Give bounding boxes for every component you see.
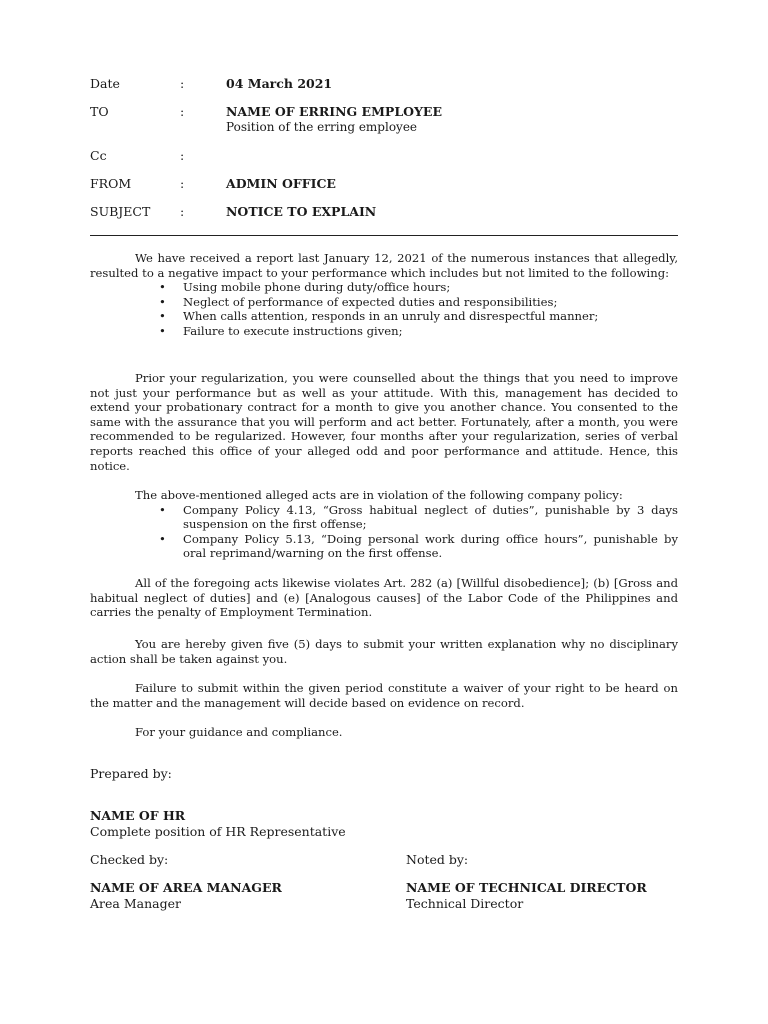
bullet-icon: • (159, 323, 166, 338)
list-item-text: Using mobile phone during duty/office hours; (183, 280, 451, 295)
list-item-text: Neglect of performance of expected duties and responsibilities; (183, 294, 558, 309)
list-item-text: Company Policy 4.13, “Gross habitual neglect of duties”, punishable by 3 days suspension on the first offense; (183, 502, 678, 532)
paragraph-waiver: Failure to submit within the given period constitute a waiver of your right to be heard on the matter and the management will decide based on evidence on record. (90, 681, 678, 710)
area-manager-position: Area Manager (90, 896, 181, 911)
area-manager-signature-block (90, 880, 282, 912)
body-section-2 (90, 371, 678, 473)
policy-list (90, 503, 678, 561)
checked-by-label: Checked by: (90, 852, 169, 867)
hr-signature-block (90, 808, 346, 840)
list-item (90, 324, 678, 339)
paragraph-deadline: You are hereby given five (5) days to submit your written explanation why no disciplinary action shall be taken against you. (90, 637, 678, 666)
paragraph-closing: For your guidance and compliance. (135, 725, 343, 739)
body-section-3 (90, 488, 678, 561)
bullet-icon: • (159, 309, 166, 324)
date-label: Date (90, 76, 120, 91)
list-item (90, 309, 678, 324)
paragraph-regularization: Prior your regularization, you were counselled about the things that you need to improve not just your performance but as well as your attitude. With this, management has decided to extend your probationary contract for a month to give you another chance. You consented to the same with the assurance that you will perform and act better. Fortunately, after a month, you were recommended to be regularized. However, four months after your regularization, series of verbal reports reached this office of your alleged odd and poor performance and attitude. Hence, this notice. (90, 371, 678, 473)
prepared-by-label: Prepared by: (90, 766, 172, 781)
list-item (90, 295, 678, 310)
body-section-6 (90, 681, 678, 710)
from-label: FROM (90, 176, 132, 191)
to-label: TO (90, 104, 109, 119)
to-colon: : (180, 104, 185, 119)
list-item (90, 532, 678, 561)
technical-director-name: NAME OF TECHNICAL DIRECTOR (406, 880, 647, 895)
from-colon: : (180, 176, 185, 191)
noted-by-label: Noted by: (406, 852, 469, 867)
paragraph-labor-code: All of the foregoing acts likewise violates Art. 282 (a) [Willful disobedience]; (b) [Gross and habitual neglect of duties] and (e) [Analogous causes] of the Labor Code of the Philippines and carries the penalty of Employment Termination. (90, 576, 678, 620)
from-value: ADMIN OFFICE (226, 176, 336, 191)
date-value: 04 March 2021 (226, 76, 333, 91)
cc-colon: : (180, 148, 185, 163)
subject-value: NOTICE TO EXPLAIN (226, 204, 377, 219)
body-section-5 (90, 637, 678, 666)
to-value: NAME OF ERRING EMPLOYEE (226, 104, 442, 119)
body-section-7 (90, 725, 678, 740)
body-section-1 (90, 251, 678, 339)
violation-list (90, 280, 678, 338)
hr-position: Complete position of HR Representative (90, 824, 346, 839)
list-item-text: Failure to execute instructions given; (183, 323, 403, 338)
cc-label: Cc (90, 148, 107, 163)
bullet-icon: • (159, 294, 166, 309)
subject-label: SUBJECT (90, 204, 151, 219)
header-divider (90, 235, 678, 236)
list-item-text: When calls attention, responds in an unruly and disrespectful manner; (183, 309, 599, 324)
paragraph-policy-intro: The above-mentioned alleged acts are in violation of the following company policy: (135, 488, 623, 502)
paragraph-report: We have received a report last January 12, 2021 of the numerous instances that allegedly, resulted to a negative impact to your performance which includes but not limited to the following: (90, 251, 678, 280)
hr-name: NAME OF HR (90, 808, 186, 823)
list-item-text: Company Policy 5.13, “Doing personal work during office hours”, punishable by oral reprimand/warning on the first offense. (183, 531, 678, 561)
bullet-icon: • (159, 502, 166, 517)
list-item (90, 503, 678, 532)
area-manager-name: NAME OF AREA MANAGER (90, 880, 282, 895)
bullet-icon: • (159, 531, 166, 546)
body-section-4 (90, 576, 678, 620)
technical-director-signature-block (406, 880, 647, 912)
subject-colon: : (180, 204, 185, 219)
bullet-icon: • (159, 280, 166, 295)
technical-director-position: Technical Director (406, 896, 524, 911)
list-item (90, 280, 678, 295)
date-colon: : (180, 76, 185, 91)
to-position: Position of the erring employee (226, 120, 418, 134)
